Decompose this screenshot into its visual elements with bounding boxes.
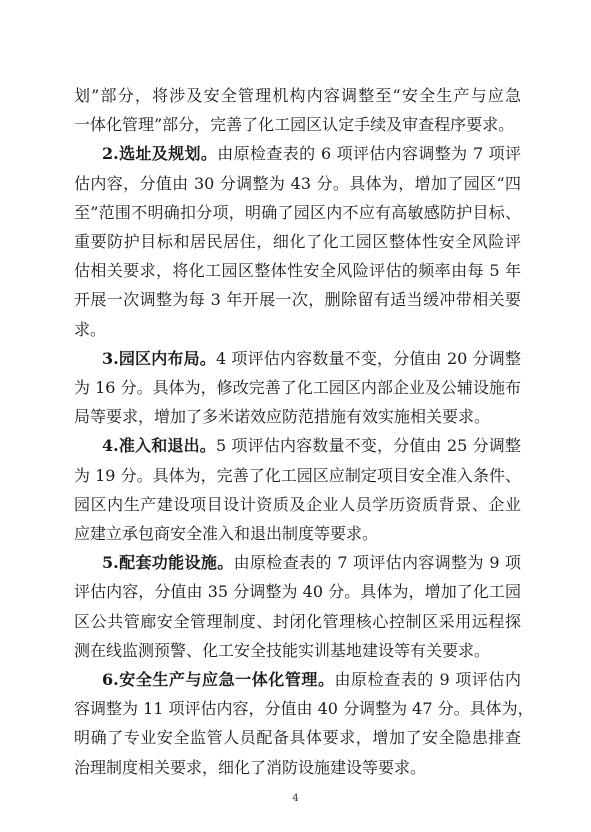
line-text: 应建立承包商安全准入和退出制度等要求。 (74, 524, 379, 543)
line-text: 治理制度相关要求，细化了消防设施建设等要求。 (74, 757, 427, 777)
section-heading-line (102, 349, 521, 369)
section-heading-line (102, 670, 521, 690)
line-text: 容调整为 11 项评估内容，分值由 40 分调整为 47 分。具体为， (74, 699, 534, 719)
paragraph-line (74, 290, 521, 310)
line-text: 一体化管理”部分，完善了化工园区认定手续及审查程序要求。 (74, 115, 515, 135)
section-heading: 3.园区内布局。 (102, 348, 216, 368)
paragraph-line (74, 582, 521, 602)
page-number: 4 (292, 793, 299, 804)
paragraph-line (74, 115, 521, 135)
paragraph-line (74, 86, 521, 106)
line-text: 区公共管廊安全管理制度、封闭化管理核心控制区采用远程探 (74, 611, 521, 631)
line-text: 估内容，分值由 30 分调整为 43 分。具体为，增加了园区“四 (74, 173, 521, 193)
paragraph-line (74, 407, 521, 427)
paragraph-line (74, 699, 534, 719)
paragraph-line (74, 612, 521, 632)
line-text: 估相关要求，将化工园区整体性安全风险评估的频率由每 5 年 (74, 261, 521, 281)
paragraph-line (74, 261, 521, 281)
paragraph-line (74, 174, 521, 194)
section-heading: 4.准入和退出。 (102, 436, 216, 456)
paragraph-line (74, 232, 521, 252)
line-text: 评估内容，分值由 35 分调整为 40 分。具体为，增加了化工园 (74, 582, 521, 602)
paragraph-line (74, 320, 521, 340)
section-heading-line (102, 144, 521, 164)
line-text: 局等要求，增加了多米诺效应防范措施有效实施相关要求。 (74, 407, 491, 427)
line-text: 明确了专业安全监管人员配备具体要求，增加了安全隐患排查 (74, 728, 521, 748)
section-heading: 5.配套功能设施。 (102, 553, 234, 573)
paragraph-line (74, 641, 521, 661)
section-heading-line (102, 553, 521, 573)
line-text: 划”部分，将涉及安全管理机构内容调整至“安全生产与应急 (74, 86, 521, 105)
paragraph-line (74, 758, 521, 778)
paragraph-line (74, 495, 521, 515)
section-heading: 6.安全生产与应急一体化管理。 (102, 669, 335, 689)
section-heading: 2.选址及规划。 (102, 144, 218, 164)
paragraph-line (74, 524, 521, 544)
line-text: 求。 (74, 319, 107, 339)
line-text: 测在线监测预警、化工安全技能实训基地建设等有关要求。 (74, 640, 491, 660)
line-text: 4 项评估内容数量不变，分值由 20 分调整 (215, 348, 521, 368)
paragraph-line (74, 378, 521, 398)
section-heading-line (102, 436, 521, 456)
line-text: 5 项评估内容数量不变，分值由 25 分调整 (215, 436, 521, 456)
paragraph-line (74, 203, 521, 223)
line-text: 重要防护目标和居民居住，细化了化工园区整体性安全风险评 (74, 232, 521, 251)
line-text: 由原检查表的 7 项评估内容调整为 9 项 (233, 553, 521, 573)
line-text: 至”范围不明确扣分项，明确了园区内不应有高敏感防护目标、 (74, 202, 521, 222)
line-text: 园区内生产建设项目设计资质及企业人员学历资质背景、企业 (74, 494, 521, 514)
line-text: 由原检查表的 9 项评估内 (334, 669, 521, 689)
paragraph-line (74, 466, 521, 486)
line-text: 为 16 分。具体为，修改完善了化工园区内部企业及公辅设施布 (74, 378, 521, 397)
line-text: 开展一次调整为每 3 年开展一次，删除留有适当缓冲带相关要 (74, 290, 521, 310)
paragraph-line (74, 728, 521, 748)
line-text: 为 19 分。具体为，完善了化工园区应制定项目安全准入条件、 (74, 465, 521, 485)
line-text: 由原检查表的 6 项评估内容调整为 7 项评 (217, 144, 521, 164)
